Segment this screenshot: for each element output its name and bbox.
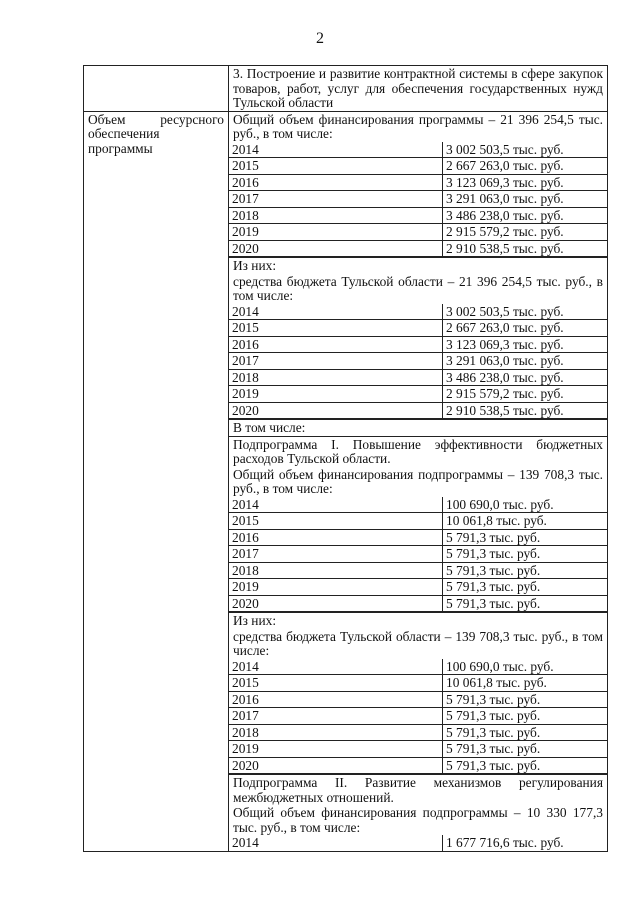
year-row [229,546,607,563]
year-cell: 2017 [229,353,443,370]
amount-cell: 100 690,0 тыс. руб. [443,497,608,513]
year-row [229,353,607,370]
amount-cell: 2 910 538,5 тыс. руб. [443,240,608,257]
year-cell: 2018 [229,724,443,741]
year-row [229,659,607,675]
year-cell: 2016 [229,529,443,546]
amount-cell: 2 667 263,0 тыс. руб. [443,320,608,337]
budget-years-table [229,304,607,420]
year-row [229,757,607,774]
amount-cell: 2 915 579,2 тыс. руб. [443,386,608,403]
year-cell: 2015 [229,158,443,175]
year-row [229,224,607,241]
year-row [229,142,607,158]
amount-cell: 2 915 579,2 тыс. руб. [443,224,608,241]
subprogram-2-years-table [229,835,607,851]
amount-cell: 3 291 063,0 тыс. руб. [443,353,608,370]
year-row [229,579,607,596]
subprogram-1-title: Подпрограмма I. Повышение эффективности бюджетных расходов Тульской области. [229,436,607,467]
year-cell: 2019 [229,741,443,758]
year-row [229,724,607,741]
year-row [229,174,607,191]
year-row [229,369,607,386]
amount-cell: 5 791,3 тыс. руб. [443,741,608,758]
year-row [229,497,607,513]
amount-cell: 5 791,3 тыс. руб. [443,595,608,612]
amount-cell: 3 123 069,3 тыс. руб. [443,174,608,191]
row-contract-system [84,66,608,112]
year-cell: 2014 [229,304,443,320]
subprogram-1-total-text: Общий объем финансирования подпрограммы – 139 708,3 тыс. руб., в том числе: [233,466,603,496]
year-cell: 2017 [229,546,443,563]
year-cell: 2016 [229,336,443,353]
year-row [229,595,607,612]
year-row [229,675,607,692]
resource-support-label: Объем ресурсного обеспечения программы [84,111,229,851]
budget-financing-text: средства бюджета Тульской области – 21 396 254,5 тыс. руб., в том числе: [233,273,603,303]
total-financing-text: Общий объем финансирования программы – 21 396 254,5 тыс. руб., в том числе: [233,111,603,141]
subprogram-1-budget-years-table [229,659,607,775]
amount-cell: 3 291 063,0 тыс. руб. [443,191,608,208]
year-cell: 2014 [229,659,443,675]
year-cell: 2020 [229,757,443,774]
v-tom-chisle-label: В том числе: [229,419,607,436]
year-row [229,835,607,851]
year-row [229,529,607,546]
contract-system-item: 3. Построение и развитие контрактной системы в сфере закупок товаров, работ, услуг для обеспечения государственных нужд Тульской области [229,66,608,112]
page-number: 2 [316,30,324,47]
resource-support-content [229,111,608,851]
year-row [229,191,607,208]
year-cell: 2015 [229,675,443,692]
amount-cell: 5 791,3 тыс. руб. [443,691,608,708]
year-row [229,562,607,579]
amount-cell: 2 910 538,5 тыс. руб. [443,402,608,419]
year-cell: 2018 [229,562,443,579]
amount-cell: 100 690,0 тыс. руб. [443,659,608,675]
passport-table [83,65,608,852]
amount-cell: 3 486 238,0 тыс. руб. [443,207,608,224]
year-cell: 2020 [229,240,443,257]
year-cell: 2017 [229,191,443,208]
year-cell: 2015 [229,320,443,337]
amount-cell: 1 677 716,6 тыс. руб. [443,835,608,851]
year-cell: 2020 [229,402,443,419]
amount-cell: 3 002 503,5 тыс. руб. [443,142,608,158]
amount-cell: 5 791,3 тыс. руб. [443,757,608,774]
total-years-table [229,142,607,258]
amount-cell: 3 486 238,0 тыс. руб. [443,369,608,386]
year-cell: 2020 [229,595,443,612]
year-cell: 2016 [229,691,443,708]
year-cell: 2014 [229,835,443,851]
year-row [229,708,607,725]
left-cell-empty [84,66,229,112]
year-row [229,513,607,530]
amount-cell: 10 061,8 тыс. руб. [443,675,608,692]
year-cell: 2014 [229,497,443,513]
subprogram-1-iz-nih-label: Из них: [229,612,607,629]
year-cell: 2015 [229,513,443,530]
subprogram-1-budget-text: средства бюджета Тульской области – 139 708,3 тыс. руб., в том числе: [233,628,603,658]
year-row [229,691,607,708]
year-row [229,207,607,224]
subprogram-1-years-table [229,497,607,613]
year-cell: 2018 [229,207,443,224]
year-row [229,304,607,320]
amount-cell: 3 002 503,5 тыс. руб. [443,304,608,320]
amount-cell: 10 061,8 тыс. руб. [443,513,608,530]
amount-cell: 5 791,3 тыс. руб. [443,579,608,596]
amount-cell: 5 791,3 тыс. руб. [443,562,608,579]
year-cell: 2019 [229,579,443,596]
year-cell: 2017 [229,708,443,725]
iz-nih-label: Из них: [229,257,607,274]
year-cell: 2014 [229,142,443,158]
year-cell: 2018 [229,369,443,386]
year-row [229,336,607,353]
amount-cell: 5 791,3 тыс. руб. [443,529,608,546]
amount-cell: 5 791,3 тыс. руб. [443,708,608,725]
amount-cell: 2 667 263,0 тыс. руб. [443,158,608,175]
subprogram-2-total-text: Общий объем финансирования подпрограммы – 10 330 177,3 тыс. руб., в том числе: [233,805,603,835]
year-row [229,402,607,419]
row-resource-support [84,111,608,851]
year-row [229,320,607,337]
subprogram-2-title: Подпрограмма II. Развитие механизмов регулирования межбюджетных отношений. [229,774,607,805]
year-row [229,240,607,257]
year-cell: 2019 [229,386,443,403]
amount-cell: 5 791,3 тыс. руб. [443,724,608,741]
amount-cell: 5 791,3 тыс. руб. [443,546,608,563]
year-row [229,386,607,403]
year-cell: 2019 [229,224,443,241]
year-row [229,158,607,175]
year-row [229,741,607,758]
amount-cell: 3 123 069,3 тыс. руб. [443,336,608,353]
year-cell: 2016 [229,174,443,191]
